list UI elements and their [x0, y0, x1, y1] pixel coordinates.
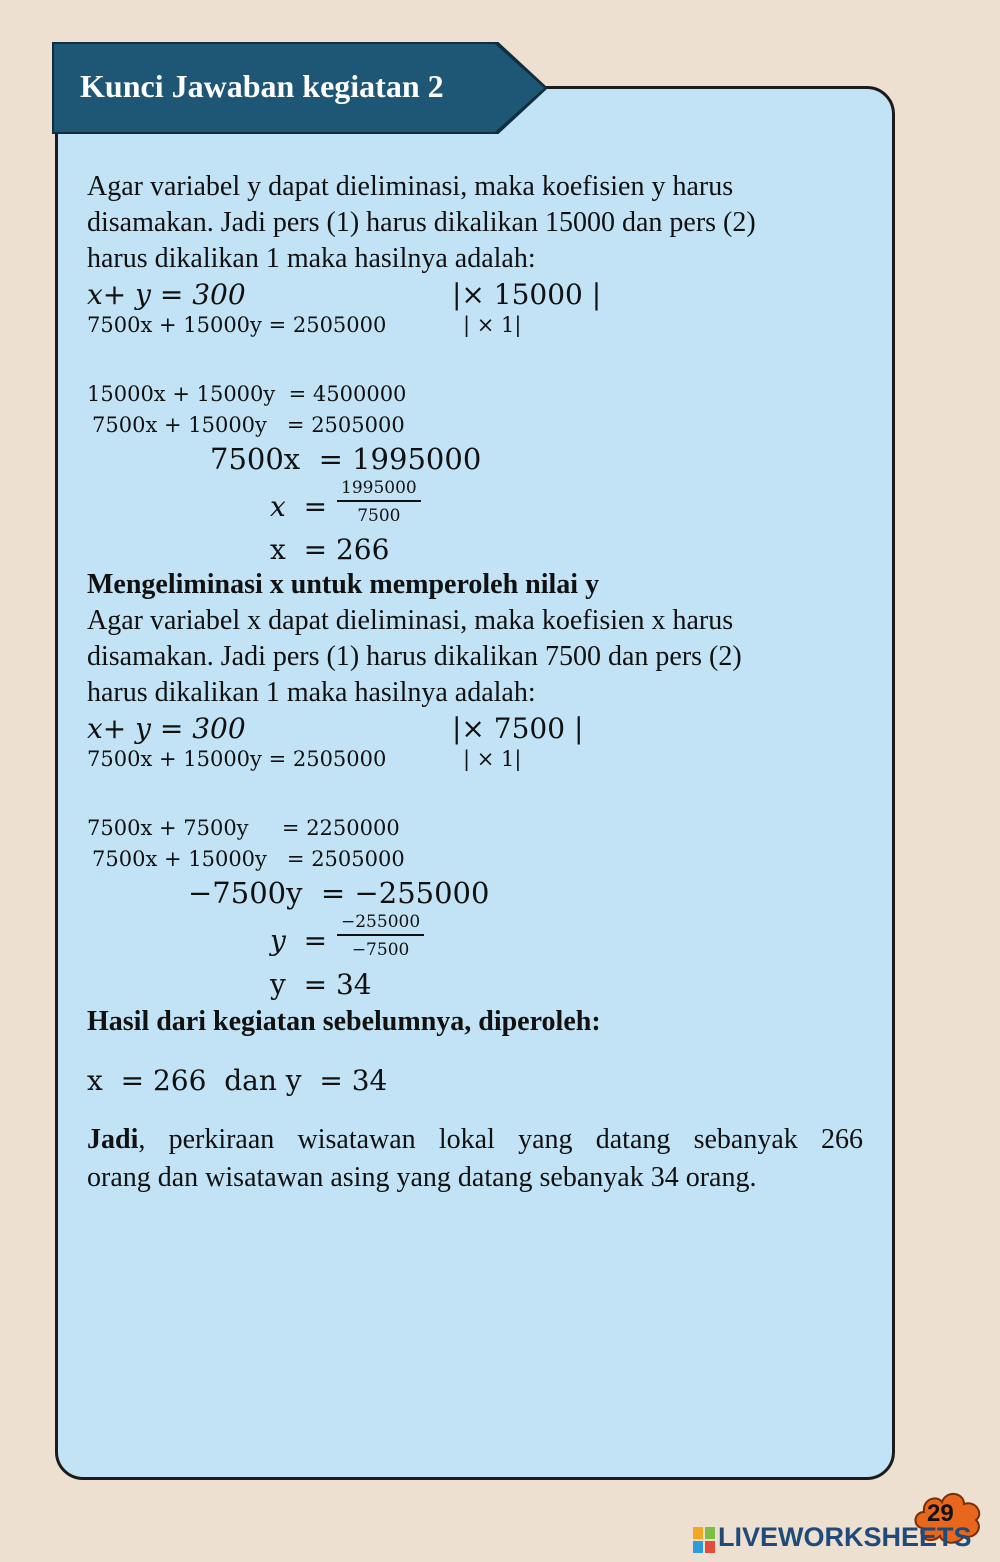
watermark: LIVEWORKSHEETS [718, 1522, 972, 1552]
p2-mult1: |× 7500 | [452, 712, 584, 745]
p2-frac-num: −255000 [337, 912, 424, 936]
p1-row2: 7500x + 15000y = 2505000 [92, 413, 405, 437]
p2-row3: −7500y = −255000 [188, 876, 490, 910]
page-title: Kunci Jawaban kegiatan 2 [80, 68, 444, 104]
p2-eq1: x+ y = 300 [87, 712, 246, 745]
conclusion-text1: , perkiraan wisatawan lokal yang datang sebanyak 266 [138, 1124, 863, 1155]
p1-result: x = 266 [270, 533, 390, 566]
intro1-line2: disamakan. Jadi pers (1) harus dikalikan 15000 dan pers (2) [87, 207, 756, 238]
p1-mult2: | × 1| [463, 313, 522, 337]
intro2-line1: Agar variabel x dapat dieliminasi, maka koefisien x harus [87, 605, 734, 636]
p1-fraction [337, 478, 421, 526]
p2-mult2: | × 1| [463, 747, 522, 771]
intro1-line3: harus dikalikan 1 maka hasilnya adalah: [87, 243, 536, 274]
p2-result: y = 34 [270, 968, 372, 1001]
p2-row1: 7500x + 7500y = 2250000 [87, 816, 400, 840]
summary-heading: Hasil dari kegiatan sebelumnya, diperoleh: [87, 1006, 601, 1037]
p2-fraction [337, 912, 424, 960]
p2-y-label: y = [270, 924, 328, 957]
intro2-line2: disamakan. Jadi pers (1) harus dikalikan 7500 dan pers (2) [87, 641, 742, 672]
p1-mult1: |× 15000 | [452, 278, 602, 311]
p1-row3: 7500x = 1995000 [210, 442, 482, 476]
conclusion [87, 1121, 863, 1197]
p1-frac-den: 7500 [357, 506, 401, 526]
conclusion-line2: orang dan wisatawan asing yang datang sebanyak 34 orang. [87, 1162, 757, 1193]
p1-eq2: 7500x + 15000y = 2505000 [87, 313, 387, 337]
p1-frac-num: 1995000 [337, 478, 421, 502]
liveworksheets-logo-icon [693, 1527, 715, 1553]
p1-row1: 15000x + 15000y = 4500000 [87, 382, 407, 406]
part2-heading: Mengeliminasi x untuk memperoleh nilai y [87, 569, 600, 600]
conclusion-line1 [87, 1121, 863, 1159]
p2-row2: 7500x + 15000y = 2505000 [92, 847, 405, 871]
page-number: 29 [927, 1500, 954, 1527]
intro2-line3: harus dikalikan 1 maka hasilnya adalah: [87, 677, 536, 708]
p1-eq1: x+ y = 300 [87, 278, 246, 311]
p2-eq2: 7500x + 15000y = 2505000 [87, 747, 387, 771]
conclusion-bold: Jadi [87, 1124, 139, 1155]
p2-frac-den: −7500 [351, 940, 410, 960]
intro1-line1: Agar variabel y dapat dieliminasi, maka koefisien y harus [87, 171, 734, 202]
p1-x-label: x = [270, 490, 328, 523]
final-result: x = 266 dan y = 34 [87, 1064, 388, 1097]
